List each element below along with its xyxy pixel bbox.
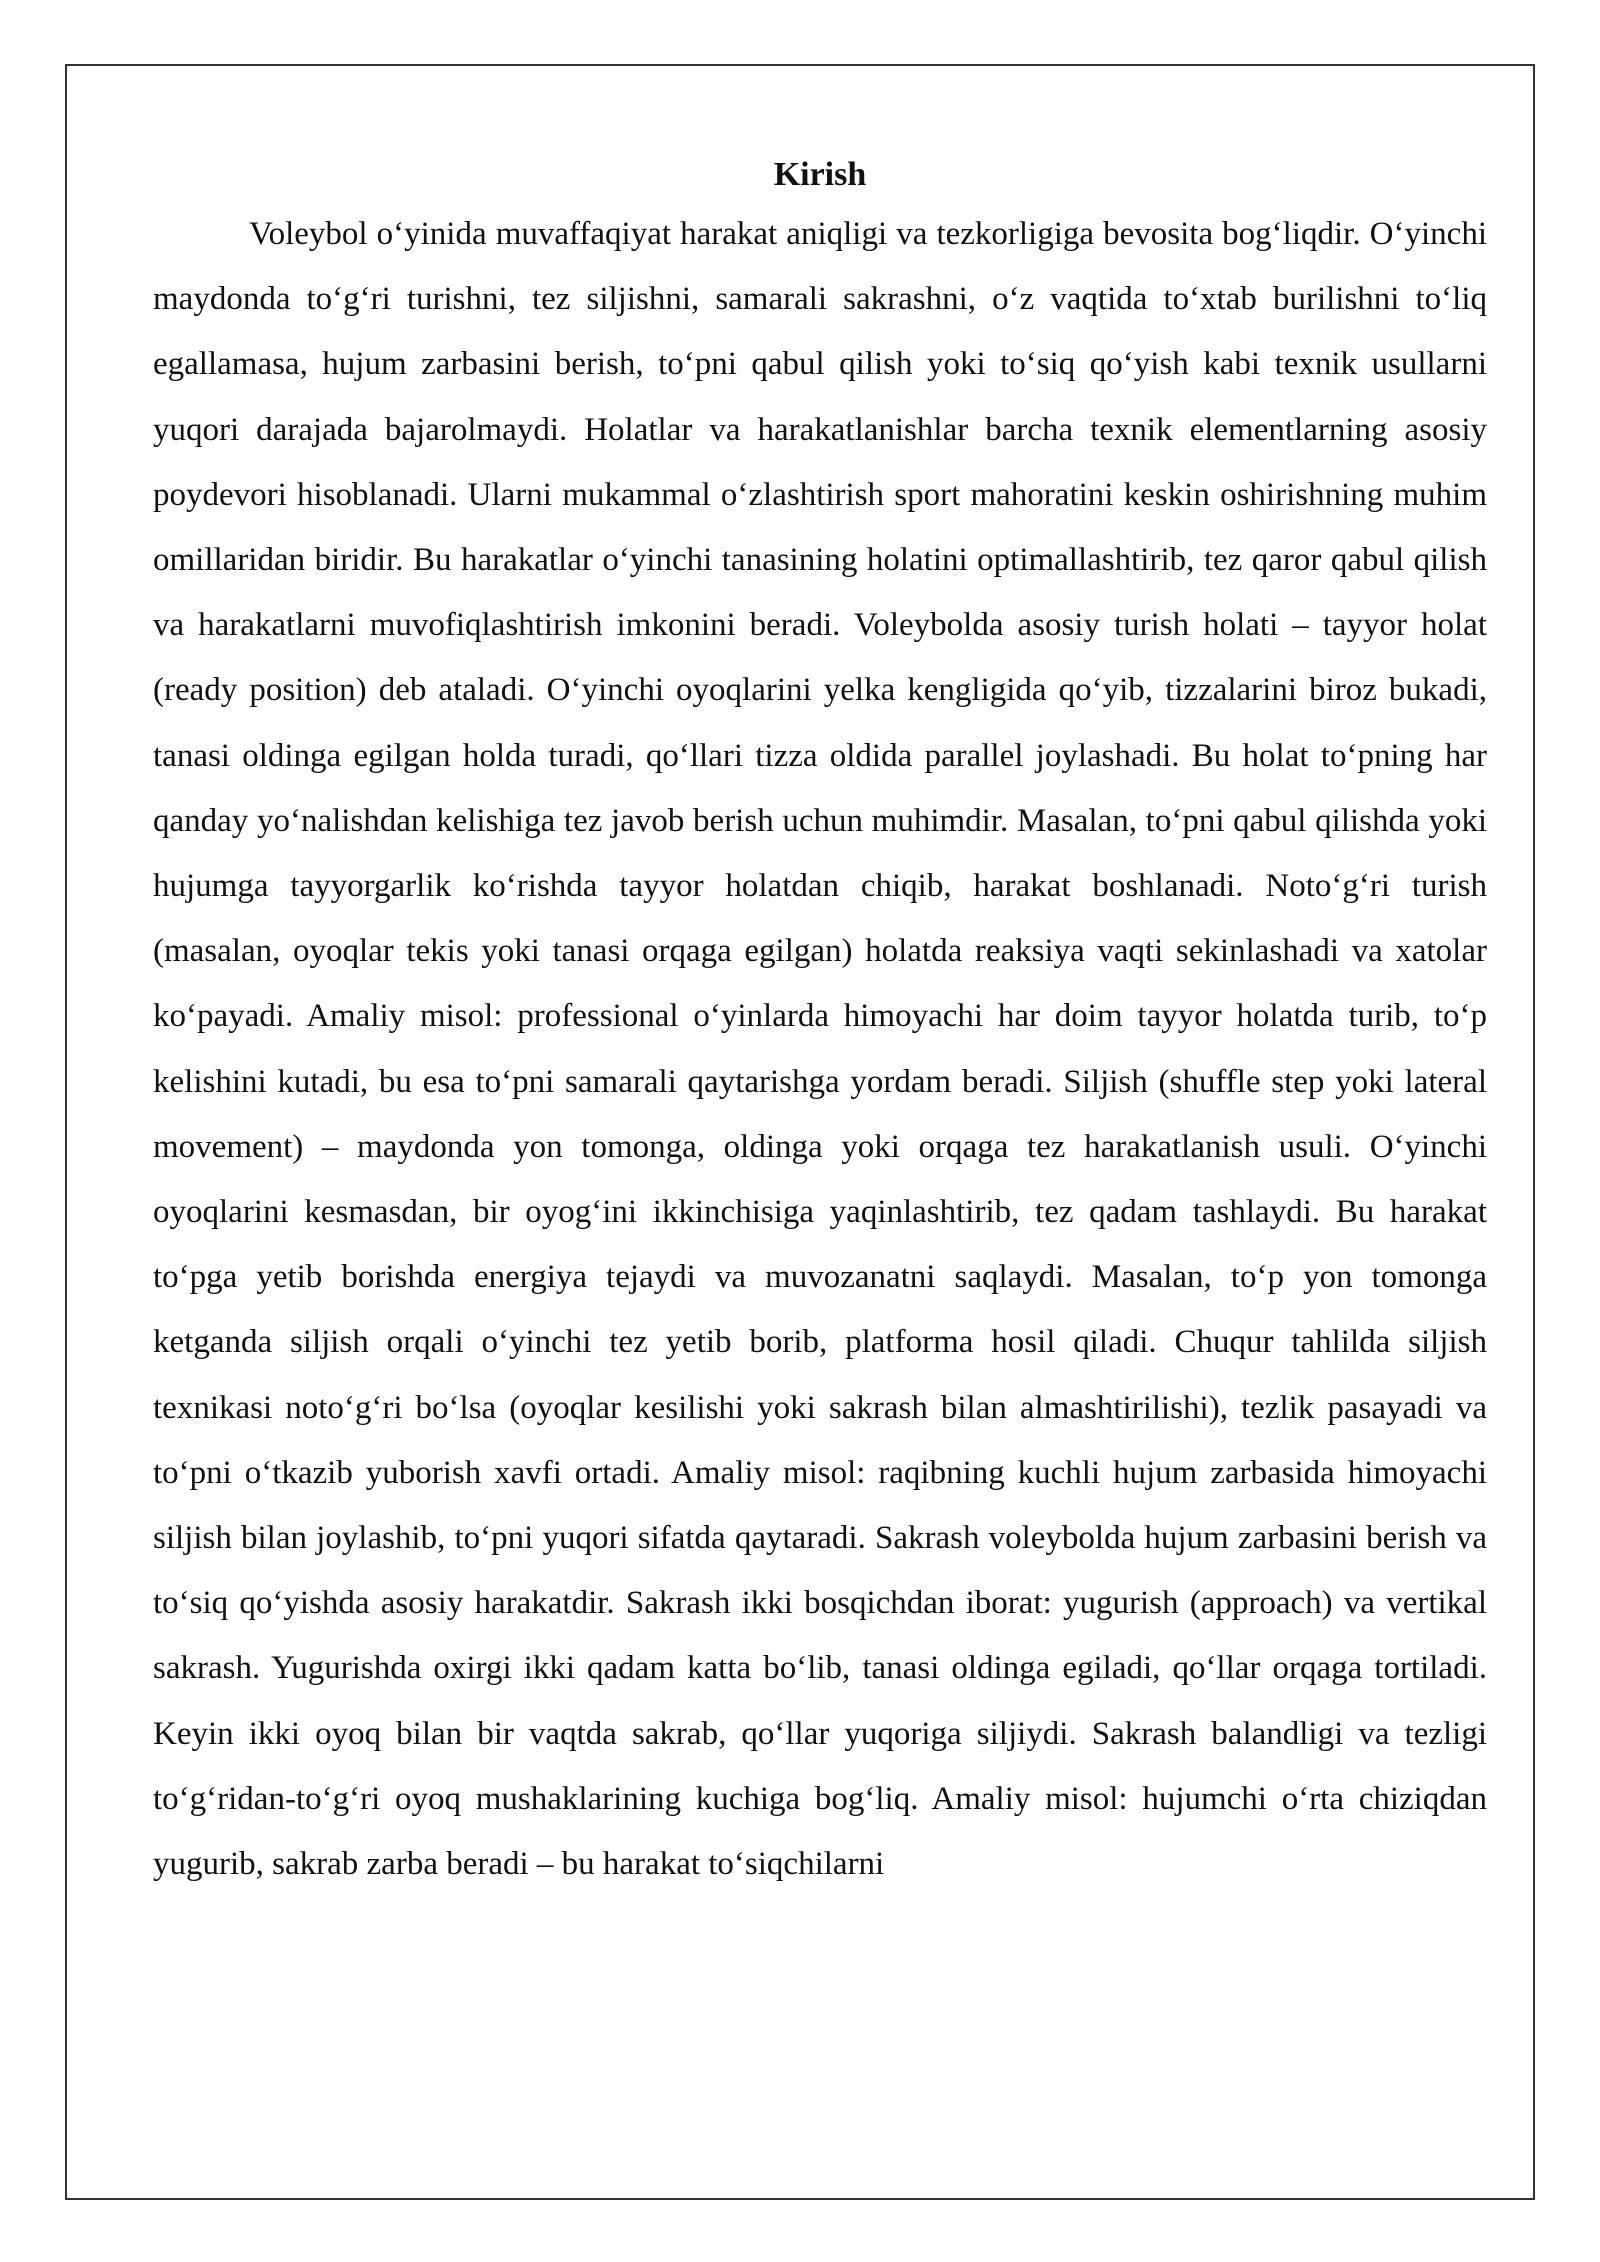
- body-paragraph: Voleybol o‘yinida muvaffaqiyat harakat aniqligi va tezkorligiga bevosita bog‘liqdir. O‘yinchi maydonda to‘g‘ri turishni, tez siljishni, samarali sakrashni, o‘z vaqtida to‘xtab burilishni to‘liq egallamasa, hujum zarbasini berish, to‘pni qabul qilish yoki to‘siq qo‘yish kabi texnik usullarni yuqori darajada bajarolmaydi. Holatlar va harakatlanishlar barcha texnik elementlarning asosiy poydevori hisoblanadi. Ularni mukammal o‘zlashtirish sport mahoratini keskin oshirishning muhim omillaridan biridir. Bu harakatlar o‘yinchi tanasining holatini optimallashtirib, tez qaror qabul qilish va harakatlarni muvofiqlashtirish imkonini beradi. Voleybolda asosiy turish holati – tayyor holat (ready position) deb ataladi. O‘yinchi oyoqlarini yelka kengligida qo‘yib, tizzalarini biroz bukadi, tanasi oldinga egilgan holda turadi, qo‘llari tizza oldida parallel joylashadi. Bu holat to‘pning har qanday yo‘nalishdan kelishiga tez javob berish uchun muhimdir. Masalan, to‘pni qabul qilishda yoki hujumga tayyorgarlik ko‘rishda tayyor holatdan chiqib, harakat boshlanadi. Noto‘g‘ri turish (masalan, oyoqlar tekis yoki tanasi orqaga egilgan) holatda reaksiya vaqti sekinlashadi va xatolar ko‘payadi. Amaliy misol: professional o‘yinlarda himoyachi har doim tayyor holatda turib, to‘p kelishini kutadi, bu esa to‘pni samarali qaytarishga yordam beradi. Siljish (shuffle step yoki lateral movement) – maydonda yon tomonga, oldinga yoki orqaga tez harakatlanish usuli. O‘yinchi oyoqlarini kesmasdan, bir oyog‘ini ikkinchisiga yaqinlashtirib, tez qadam tashlaydi. Bu harakat to‘pga yetib borishda energiya tejaydi va muvozanatni saqlaydi. Masalan, to‘p yon tomonga ketganda siljish orqali o‘yinchi tez yetib borib, platforma hosil qiladi. Chuqur tahlilda siljish texnikasi noto‘g‘ri bo‘lsa (oyoqlar kesilishi yoki sakrash bilan almashtirilishi), tezlik pasayadi va to‘pni o‘tkazib yuborish xavfi ortadi. Amaliy misol: raqibning kuchli hujum zarbasida himoyachi siljish bilan joylashib, to‘pni yuqori sifatda qaytaradi. Sakrash voleybolda hujum zarbasini berish va to‘siq qo‘yishda asosiy harakatdir. Sakrash ikki bosqichdan iborat: yugurish (approach) va vertikal sakrash. Yugurishda oxirgi ikki qadam katta bo‘lib, tanasi oldinga egiladi, qo‘llar orqaga tortiladi. Keyin ikki oyoq bilan bir vaqtda sakrab, qo‘llar yuqoriga siljiydi. Sakrash balandligi va tezligi to‘g‘ridan-to‘g‘ri oyoq mushaklarining kuchiga bog‘liq. Amaliy misol: hujumchi o‘rta chiziqdan yugurib, sakrab zarba beradi – bu harakat to‘siqchilarni: [153, 216, 1487, 1883]
- document-content: [153, 148, 1487, 1897]
- document-title: Kirish: [773, 156, 867, 193]
